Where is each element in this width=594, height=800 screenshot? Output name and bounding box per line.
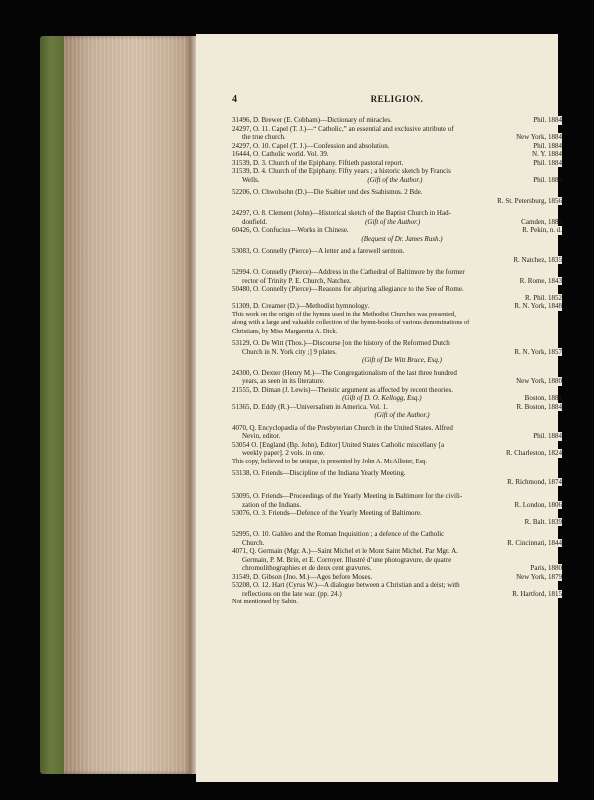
entry-imprint: Phil. 1884 — [530, 142, 562, 151]
entry-imprint: R. Rome, 1843 — [517, 277, 562, 286]
entry-imprint: R. Richmond, 1874 — [504, 478, 562, 487]
entry-text: 24297, O. 8. Clement (John)—Historical sketch of the Baptist Church in Had- — [232, 209, 451, 217]
catalog-entry — [232, 188, 562, 205]
entry-text: weekly paper]. 2 vols. in one. — [242, 449, 325, 457]
entry-continuation-line — [232, 256, 562, 265]
book-cover-board — [40, 36, 66, 774]
entry-note: Not mentioned by Sabin. — [232, 598, 298, 605]
entry-heading-line — [232, 159, 562, 168]
entry-text: Church in N. York city ;] 9 plates. — [242, 347, 337, 356]
entry-note: This work on the origin of the hymns used in the Methodist Churches was presented, — [232, 310, 456, 318]
entry-heading-line — [232, 441, 562, 450]
entry-text: donfield. — [242, 217, 268, 226]
entry-heading-line — [232, 167, 562, 176]
entry-continuation-line — [232, 539, 562, 548]
catalog-entry — [232, 581, 562, 607]
entry-continuation-line — [232, 411, 562, 420]
catalog-entry — [232, 116, 562, 125]
entry-imprint: R. London, 1806 — [512, 501, 562, 510]
entry-text: chromolithographies et de deux cent gravures. — [242, 564, 372, 572]
entry-text: 53054 O. [England (Bp. John), Editor] United States Catholic miscellany [a — [232, 440, 445, 449]
entry-heading-line — [232, 150, 562, 159]
entry-continuation-line — [232, 556, 562, 565]
catalog-entry — [232, 167, 562, 184]
entry-note: This copy, believed to be unique, is presented by John A. McAllister, Esq. — [232, 457, 428, 465]
entry-note: along with a large and valuable collection of the hymn-books of various denominations of — [232, 319, 470, 326]
entry-continuation-line — [232, 501, 562, 510]
entry-continuation-line — [232, 478, 562, 487]
catalog-entry — [232, 492, 562, 509]
entry-continuation-line — [232, 197, 562, 206]
entry-text: 53208, O. 12. Hart (Cyrus W.)—A dialogue between a Christian and a deist; with — [232, 581, 460, 589]
entry-imprint: R. Natchez, 1835 — [510, 256, 562, 265]
catalog-entry — [232, 403, 562, 420]
entry-continuation-line — [232, 348, 562, 357]
entry-text: zation of the Indians. — [242, 500, 302, 509]
entry-imprint: New York, 1879 — [513, 573, 562, 582]
page-number: 4 — [232, 94, 238, 105]
entry-imprint: R. N. York, 1857 — [511, 348, 562, 357]
entry-heading-line — [232, 188, 562, 197]
entry-imprint: R. Phil. 1852 — [522, 294, 562, 303]
entry-imprint: N. Y. 1884 — [529, 150, 562, 159]
entry-text: Wells. — [242, 175, 260, 184]
page-edges — [64, 36, 192, 774]
entry-text: 50480, O. Connelly (Pierce)—Reasons for abjuring allegiance to the See of Rome. — [232, 285, 464, 293]
entry-continuation-line — [232, 377, 562, 386]
catalog-entry — [232, 159, 562, 168]
catalog-entries — [232, 116, 562, 607]
catalog-entry — [232, 142, 562, 151]
entry-text: 52206, O. Chwolsohn (D.)—Die Ssabier und des Ssabismus. 2 Bde. — [232, 188, 423, 196]
entry-imprint: R. Boston, 1884 — [513, 403, 562, 412]
section-title: RELIGION. — [370, 94, 424, 104]
entry-heading-line — [232, 142, 562, 151]
catalog-entry — [232, 125, 562, 142]
catalog-entry — [232, 285, 562, 302]
entry-imprint: R. Charleston, 1824 — [503, 449, 562, 458]
entry-text: 31549, D. Gibson (Jno. M.)—Ages before Moses. — [232, 572, 373, 581]
entry-imprint: R. Cincinnati, 1844 — [504, 539, 562, 548]
entry-imprint: R. Balt. 1839 — [522, 518, 562, 527]
entry-imprint: Boston, 1881 — [524, 394, 562, 402]
entry-continuation-line — [232, 176, 562, 185]
entry-heading-line — [232, 581, 562, 590]
entry-heading-line — [232, 285, 562, 294]
entry-heading-line — [232, 247, 562, 256]
entry-text: 60426, O. Confucius—Works in Chinese. — [232, 226, 349, 234]
entry-imprint: R. N. York, 1848 — [511, 302, 562, 311]
entry-text: Germain, P. M. Brin, et E. Corroyer. Illustré d’une photogravure, de quatre — [242, 555, 452, 564]
entry-heading-line — [232, 369, 562, 378]
entry-text: 16444, O. Catholic world. Vol. 39. — [232, 150, 329, 158]
entry-continuation-line — [232, 277, 562, 286]
entry-text: 4071, Q. Germain (Mgr. A.)—Saint Michel et le Mont Saint Michel. Par Mgr. A. — [232, 547, 458, 555]
entry-heading-line — [232, 116, 562, 125]
entry-continuation-line — [232, 218, 562, 227]
entry-text: 53138, O. Friends—Discipline of the Indiana Yearly Meeting. — [232, 469, 406, 477]
catalog-entry — [232, 530, 562, 547]
entry-gift-note: (Gift of the Author.) — [365, 217, 421, 226]
catalog-entry — [232, 369, 562, 386]
entry-text: years, as seen in its literature. — [242, 377, 325, 385]
entry-imprint: R. St. Petersburg, 1856 — [494, 197, 562, 206]
entry-gift-note: (Gift of the Author.) — [374, 411, 430, 419]
entry-imprint: New York, 1880 — [513, 377, 562, 386]
entry-heading-line — [232, 547, 562, 556]
entry-gift-note: (Gift of the Author.) — [367, 175, 423, 184]
catalog-entry — [232, 469, 562, 486]
entry-text: 24297, O. 10. Capel (T. J.)—Confession and absolution. — [232, 141, 390, 150]
entry-text: rector of Trinity P. E. Church, Natchez. — [242, 276, 352, 285]
entry-imprint: Camden, 1883 — [521, 217, 562, 226]
entry-text: 24297, O. 11. Capel (T. J.)—“ Catholic,” an essential and exclusive attribute of — [232, 124, 454, 133]
entry-imprint: Phil. 1884 — [530, 432, 562, 441]
entry-imprint: Phil. 1884 — [530, 159, 562, 168]
entry-heading-line — [232, 424, 562, 433]
entry-continuation-line — [232, 518, 562, 527]
catalog-entry — [232, 509, 562, 526]
entry-text: 53083, O. Connelly (Pierce)—A letter and a farewell sermon. — [232, 247, 405, 255]
entry-imprint: Phil. 1884 — [530, 116, 562, 125]
entry-text: 51309, D. Creamer (D.)—Methodist hymnology. — [232, 302, 370, 310]
entry-heading-line — [232, 530, 562, 539]
catalog-entry — [232, 209, 562, 226]
entry-continuation-line — [232, 356, 562, 365]
entry-heading-line — [232, 573, 562, 582]
entry-heading-line — [232, 492, 562, 501]
entry-imprint: R. Pekin, n. d. — [519, 226, 562, 235]
entry-text: 51365, D. Eddy (R.)—Universalism in America. Vol. 1. — [232, 402, 388, 411]
entry-heading-line — [232, 302, 562, 311]
entry-text: 52995, O. 10. Galileo and the Roman Inquisition ; a defence of the Catholic — [232, 530, 445, 538]
entry-text: 21555, D. Diman (J. Lewis)—Theistic argument as affected by recent theories. — [232, 385, 453, 394]
entry-imprint: Paris, 1880 — [528, 564, 563, 573]
entry-text: 52994. O. Connelly (Pierce)—Address in the Cathedral of Baltimore by the former — [232, 268, 465, 276]
entry-note: Christians, by Miss Margaretta A. Dick. — [232, 327, 338, 335]
entry-continuation-line — [232, 133, 562, 142]
entry-heading-line — [232, 469, 562, 478]
entry-text: 31539, D. 4. Church of the Epiphany. Fifty years ; a historic sketch by Francis — [232, 167, 451, 175]
entry-text: 53129, O. De Witt (Thos.)—Discourse [on the history of the Reformed Dutch — [232, 339, 450, 347]
entry-heading-line — [232, 209, 562, 218]
catalog-entry — [232, 547, 562, 573]
entry-text: 31496, D. Brewer (E. Cobham)—Dictionary of miracles. — [232, 116, 392, 124]
entry-text: 53095, O. Friends—Proceedings of the Yearly Meeting in Baltimore for the civili- — [232, 492, 463, 500]
catalog-entry — [232, 441, 562, 467]
entry-imprint: R. Hartford, 1815 — [509, 590, 562, 599]
entry-text: 24300, O. Dexter (Henry M.)—The Congregationalism of the last three hundred — [232, 368, 457, 377]
entry-text: 53076, O. 3. Friends—Defence of the Yearly Meeting of Baltimore. — [232, 509, 422, 517]
entry-text: 4070, Q. Encyclopædia of the Presbyterian Church in the United States. Alfred — [232, 423, 453, 432]
entry-text: Church. — [242, 538, 265, 547]
catalog-entry — [232, 150, 562, 159]
entry-continuation-line — [232, 294, 562, 303]
entry-heading-line — [232, 226, 562, 235]
entry-continuation-line — [232, 564, 562, 573]
entry-gift-note: (Bequest of Dr. James Rush.) — [361, 234, 443, 243]
entry-heading-line — [232, 403, 562, 412]
entry-heading-line — [232, 339, 562, 348]
page-header — [232, 94, 562, 108]
entry-imprint: Phil. 1884 — [533, 175, 562, 184]
entry-text: Nevin, editor. — [242, 432, 281, 440]
entry-gift-note: (Gift of D. O. Kellogg, Esq.) — [342, 394, 422, 402]
entry-heading-line — [232, 125, 562, 134]
entry-gift-note: (Gift of De Witt Bruce, Esq.) — [362, 356, 442, 364]
entry-heading-line — [232, 386, 562, 395]
catalog-entry — [232, 424, 562, 441]
entry-text: 31539, D. 3. Church of the Epiphany. Fiftieth pastoral report. — [232, 158, 404, 167]
entry-continuation-line — [232, 394, 562, 403]
catalog-entry — [232, 302, 562, 336]
entry-continuation-line — [232, 590, 562, 599]
entry-continuation-line — [232, 235, 562, 244]
catalog-entry — [232, 226, 562, 243]
catalog-entry — [232, 573, 562, 582]
entry-imprint: New York, 1884 — [513, 133, 562, 142]
entry-text: the true church. — [242, 133, 286, 141]
catalog-entry — [232, 247, 562, 264]
catalog-entry — [232, 386, 562, 403]
entry-text: reflections on the late war. (pp. 24.) — [242, 589, 342, 598]
entry-continuation-line — [232, 432, 562, 441]
entry-heading-line — [232, 509, 562, 518]
catalog-entry — [232, 339, 562, 365]
entry-continuation-line — [232, 449, 562, 458]
entry-heading-line — [232, 268, 562, 277]
catalog-entry — [232, 268, 562, 285]
